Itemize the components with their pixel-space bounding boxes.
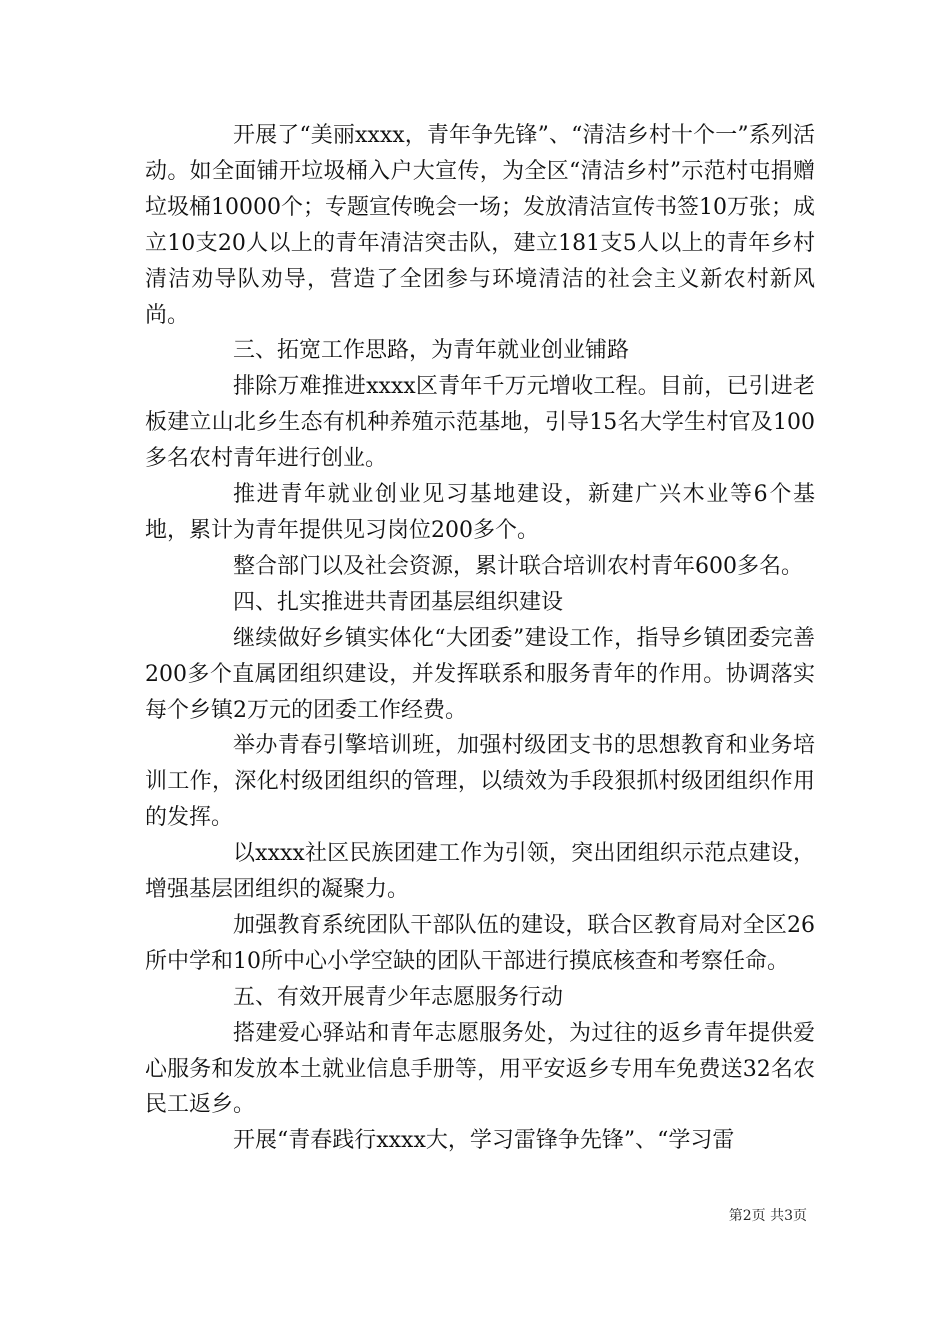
document-body (145, 118, 815, 1159)
section-heading-volunteer: 五、有效开展青少年志愿服务行动 (233, 984, 564, 1010)
section-heading-employment: 三、拓宽工作思路，为青年就业创业铺路 (233, 338, 630, 364)
paragraph-clean-village-activities: 开展了“美丽xxxx，青年争先锋”、“清洁乡村十个一”系列活动。如全面铺开垃圾桶入户大宣传，为全区“清洁乡村”示范村屯捐赠垃圾桶10000个；专题宣传晚会一场；发放清洁宣传书签10万张；成立10支20人以上的青年清洁突击队，建立181支5人以上的青年乡村清洁劝导队劝导，营造了全团参与环境清洁的社会主义新农村新风尚。 (145, 123, 815, 328)
paragraph-lei-feng-activity: 开展“青春践行xxxx大，学习雷锋争先锋”、“学习雷 (233, 1128, 735, 1154)
paragraph-training: 整合部门以及社会资源，累计联合培训农村青年600多名。 (233, 553, 803, 579)
paragraph-love-station: 搭建爱心驿站和青年志愿服务处，为过往的返乡青年提供爱心服务和发放本土就业信息手册等，用平安返乡专用车免费送32名农民工返乡。 (145, 1020, 815, 1118)
paragraph-internship-bases: 推进青年就业创业见习基地建设，新建广兴木业等6个基地，累计为青年提供见习岗位200多个。 (145, 482, 815, 543)
paragraph-township-committee: 继续做好乡镇实体化“大团委”建设工作，指导乡镇团委完善200多个直属团组织建设，并发挥联系和服务青年的作用。协调落实每个乡镇2万元的团委工作经费。 (145, 625, 815, 723)
paragraph-income-project: 排除万难推进xxxx区青年千万元增收工程。目前，已引进老板建立山北乡生态有机种养殖示范基地，引导15名大学生村官及100多名农村青年进行创业。 (145, 374, 815, 472)
paragraph-youth-engine-training: 举办青春引擎培训班，加强村级团支书的思想教育和业务培训工作，深化村级团组织的管理，以绩效为手段狠抓村级团组织作用的发挥。 (145, 733, 815, 831)
page-number-footer: 第2页 共3页 (728, 1208, 807, 1224)
paragraph-education-cadres: 加强教育系统团队干部队伍的建设，联合区教育局对全区26所中学和10所中心小学空缺的团队干部进行摸底核查和考察任命。 (145, 912, 815, 974)
section-heading-organization: 四、扎实推进共青团基层组织建设 (233, 589, 564, 615)
paragraph-community-building: 以xxxx社区民族团建工作为引领，突出团组织示范点建设，增强基层团组织的凝聚力。 (145, 841, 815, 903)
